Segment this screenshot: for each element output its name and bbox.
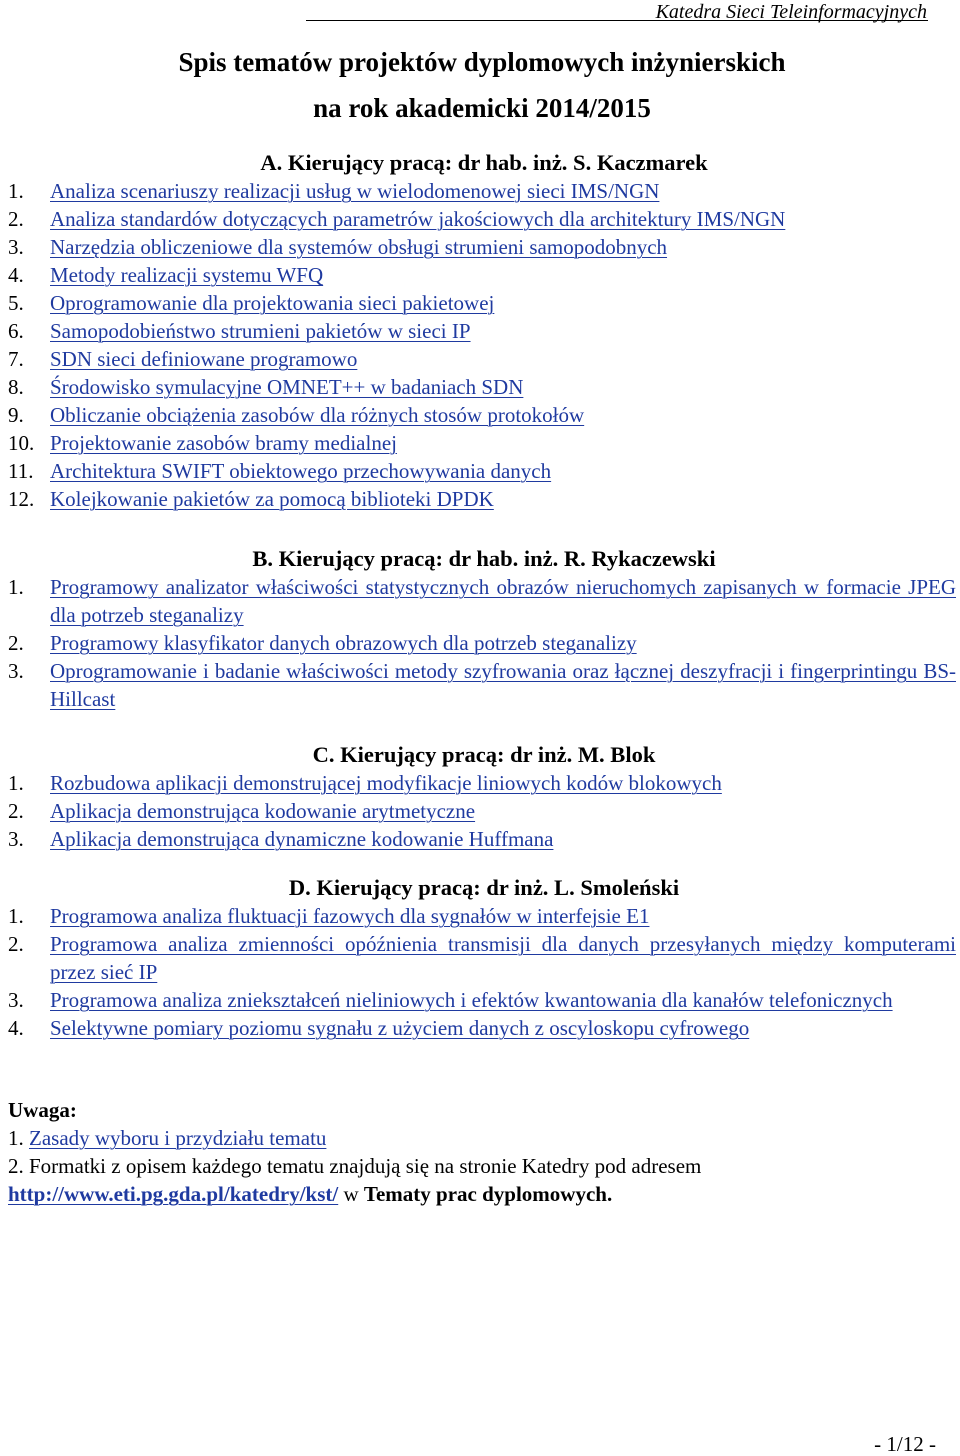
item-number: 2.: [8, 207, 24, 231]
topic-link[interactable]: Analiza standardów dotyczących parametrów jakościowych dla architektury IMS/NGN: [50, 207, 786, 231]
topic-link[interactable]: SDN sieci definiowane programowo: [50, 347, 358, 371]
item-number: 11.: [8, 459, 34, 483]
topic-link[interactable]: Samopodobieństwo strumieni pakietów w sieci IP: [50, 319, 471, 343]
item-number: 3.: [8, 988, 24, 1012]
url-suffix-bold: Tematy prac dyplomowych.: [363, 1182, 613, 1206]
rules-link[interactable]: Zasady wyboru i przydziału tematu: [29, 1126, 327, 1150]
list-item: [0, 233, 960, 261]
item-number: 1.: [8, 575, 24, 599]
item-number: 3.: [8, 827, 24, 851]
section-d: [0, 874, 960, 1042]
list-item: [0, 657, 960, 713]
list-item: [0, 573, 960, 629]
topic-link[interactable]: Narzędzia obliczeniowe dla systemów obsługi strumieni samopodobnych: [50, 235, 668, 259]
note-line-1: [8, 1124, 956, 1152]
topic-link[interactable]: Selektywne pomiary poziomu sygnału z użyciem danych z oscyloskopu cyfrowego: [50, 1016, 750, 1040]
list-item: [0, 429, 960, 457]
list-item: [0, 289, 960, 317]
section-c: [0, 741, 960, 853]
note-title: Uwaga:: [8, 1098, 77, 1122]
list-item: [0, 1014, 960, 1042]
section-b: [0, 545, 960, 713]
list-item: [0, 205, 960, 233]
list-item: [0, 345, 960, 373]
item-number: 5.: [8, 291, 24, 315]
item-number: 7.: [8, 347, 24, 371]
topic-link[interactable]: Kolejkowanie pakietów za pomocą biblioteki DPDK: [50, 487, 494, 511]
note-line-2: 2. Formatki z opisem każdego tematu znajdują się na stronie Katedry pod adresem: [8, 1154, 702, 1178]
section-heading: C. Kierujący pracą: dr inż. M. Blok: [312, 742, 656, 767]
note-block: [8, 1096, 956, 1208]
topic-link[interactable]: Programowa analiza fluktuacji fazowych dla sygnałów w interfejsie E1: [50, 904, 650, 928]
section-heading: A. Kierujący pracą: dr hab. inż. S. Kaczmarek: [260, 150, 708, 175]
header-rule: [306, 20, 928, 21]
topic-list: [0, 769, 960, 853]
topic-link[interactable]: Programowa analiza zmienności opóźnienia transmisji dla danych przesyłanych między komputerami przez sieć IP: [50, 932, 956, 984]
document-title: Spis tematów projektów dyplomowych inżynierskich: [178, 47, 786, 77]
list-item: [0, 373, 960, 401]
topic-link[interactable]: Programowy analizator właściwości statystycznych obrazów nieruchomych zapisanych w formacie JPEG dla potrzeb steganalizy: [50, 575, 956, 627]
list-item: [0, 401, 960, 429]
list-item: [0, 902, 960, 930]
item-number: 2.: [8, 799, 24, 823]
item-number: 10.: [8, 431, 35, 455]
item-number: 4.: [8, 1016, 24, 1040]
list-item: [0, 769, 960, 797]
section-a: [0, 149, 960, 513]
topic-list: [0, 177, 960, 513]
note-line-3: [8, 1180, 956, 1208]
topic-link[interactable]: Projektowanie zasobów bramy medialnej: [50, 431, 397, 455]
topic-link[interactable]: Aplikacja demonstrująca dynamiczne kodowanie Huffmana: [50, 827, 554, 851]
item-number: 1.: [8, 904, 24, 928]
item-number: 2.: [8, 932, 24, 956]
item-number: 4.: [8, 263, 24, 287]
topic-link[interactable]: Oprogramowanie i badanie właściwości metody szyfrowania oraz łącznej deszyfracji i fingerprintingu BS-Hillcast: [50, 659, 956, 711]
topic-list: [0, 902, 960, 1042]
item-number: 1.: [8, 1126, 24, 1150]
item-number: 6.: [8, 319, 24, 343]
topic-link[interactable]: Aplikacja demonstrująca kodowanie arytmetyczne: [50, 799, 476, 823]
topic-link[interactable]: Rozbudowa aplikacji demonstrującej modyfikacje liniowych kodów blokowych: [50, 771, 722, 795]
url-suffix: w: [338, 1182, 364, 1206]
item-number: 1.: [8, 771, 24, 795]
department-url-link[interactable]: http://www.eti.pg.gda.pl/katedry/kst/: [8, 1182, 339, 1206]
topic-link[interactable]: Oprogramowanie dla projektowania sieci pakietowej: [50, 291, 495, 315]
list-item: [0, 629, 960, 657]
section-heading: D. Kierujący pracą: dr inż. L. Smoleński: [288, 875, 680, 900]
topic-link[interactable]: Metody realizacji systemu WFQ: [50, 263, 324, 287]
section-heading: B. Kierujący pracą: dr hab. inż. R. Rykaczewski: [252, 546, 716, 571]
list-item: [0, 457, 960, 485]
topic-link[interactable]: Programowy klasyfikator danych obrazowych dla potrzeb steganalizy: [50, 631, 637, 655]
topic-link[interactable]: Programowa analiza zniekształceń nieliniowych i efektów kwantowania dla kanałów telefonicznych: [50, 988, 893, 1012]
topic-link[interactable]: Środowisko symulacyjne OMNET++ w badaniach SDN: [50, 375, 524, 399]
topic-link[interactable]: Analiza scenariuszy realizacji usług w wielodomenowej sieci IMS/NGN: [50, 179, 660, 203]
item-number: 3.: [8, 659, 24, 683]
list-item: [0, 317, 960, 345]
list-item: [0, 797, 960, 825]
item-number: 1.: [8, 179, 24, 203]
list-item: [0, 986, 960, 1014]
topic-link[interactable]: Obliczanie obciążenia zasobów dla różnych stosów protokołów: [50, 403, 585, 427]
item-number: 3.: [8, 235, 24, 259]
topic-list: [0, 573, 960, 713]
item-number: 8.: [8, 375, 24, 399]
document-subtitle: na rok akademicki 2014/2015: [313, 93, 651, 123]
list-item: [0, 485, 960, 513]
page-header: Katedra Sieci Teleinformacyjnych: [655, 1, 927, 23]
list-item: [0, 930, 960, 986]
list-item: [0, 261, 960, 289]
item-number: 2.: [8, 631, 24, 655]
topic-link[interactable]: Architektura SWIFT obiektowego przechowywania danych: [50, 459, 552, 483]
list-item: [0, 177, 960, 205]
item-number: 12.: [8, 487, 35, 511]
page-number: - 1/12 -: [874, 1432, 936, 1456]
list-item: [0, 825, 960, 853]
item-number: 9.: [8, 403, 24, 427]
